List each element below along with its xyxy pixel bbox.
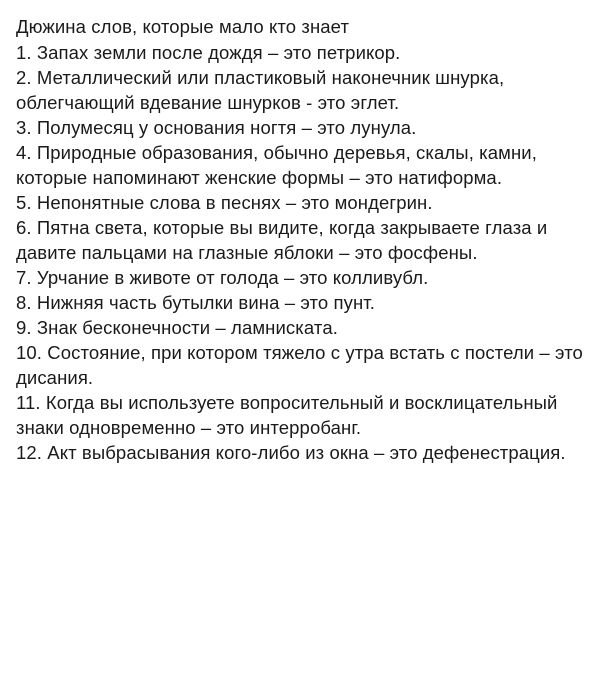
list-item: 6. Пятна света, которые вы видите, когда закрываете глаза и давите пальцами на глазные яблоки – это фосфены.: [16, 217, 553, 263]
page-title: Дюжина слов, которые мало кто знает: [16, 16, 350, 37]
list-item: 9. Знак бесконечности – ламнискатa.: [16, 317, 339, 338]
list-item: 7. Урчание в животе от голода – это колливубл.: [16, 267, 429, 288]
list-item: 8. Нижняя часть бутылки вина – это пунт.: [16, 292, 376, 313]
list-item: 12. Акт выбрасывания кого-либо из окна – это дефенестрация.: [16, 442, 566, 463]
list-item: 4. Природные образования, обычно деревья, скалы, камни, которые напоминают женские формы – это натиформа.: [16, 142, 543, 188]
list-item: 3. Полумесяц у основания ногтя – это лунула.: [16, 117, 417, 138]
list-item: 10. Состояние, при котором тяжело с утра встать с постели – это дисания.: [16, 342, 589, 388]
list-item: 5. Непонятные слова в песнях – это мондегрин.: [16, 192, 433, 213]
list-item: 1. Запах земли после дождя – это петрикор.: [16, 42, 401, 63]
list-item: 11. Когда вы используете вопросительный и восклицательный знаки одновременно – это интерробанг.: [16, 392, 563, 438]
list-item: 2. Металлический или пластиковый наконечник шнурка, облегчающий вдевание шнурков - это эглет.: [16, 67, 510, 113]
